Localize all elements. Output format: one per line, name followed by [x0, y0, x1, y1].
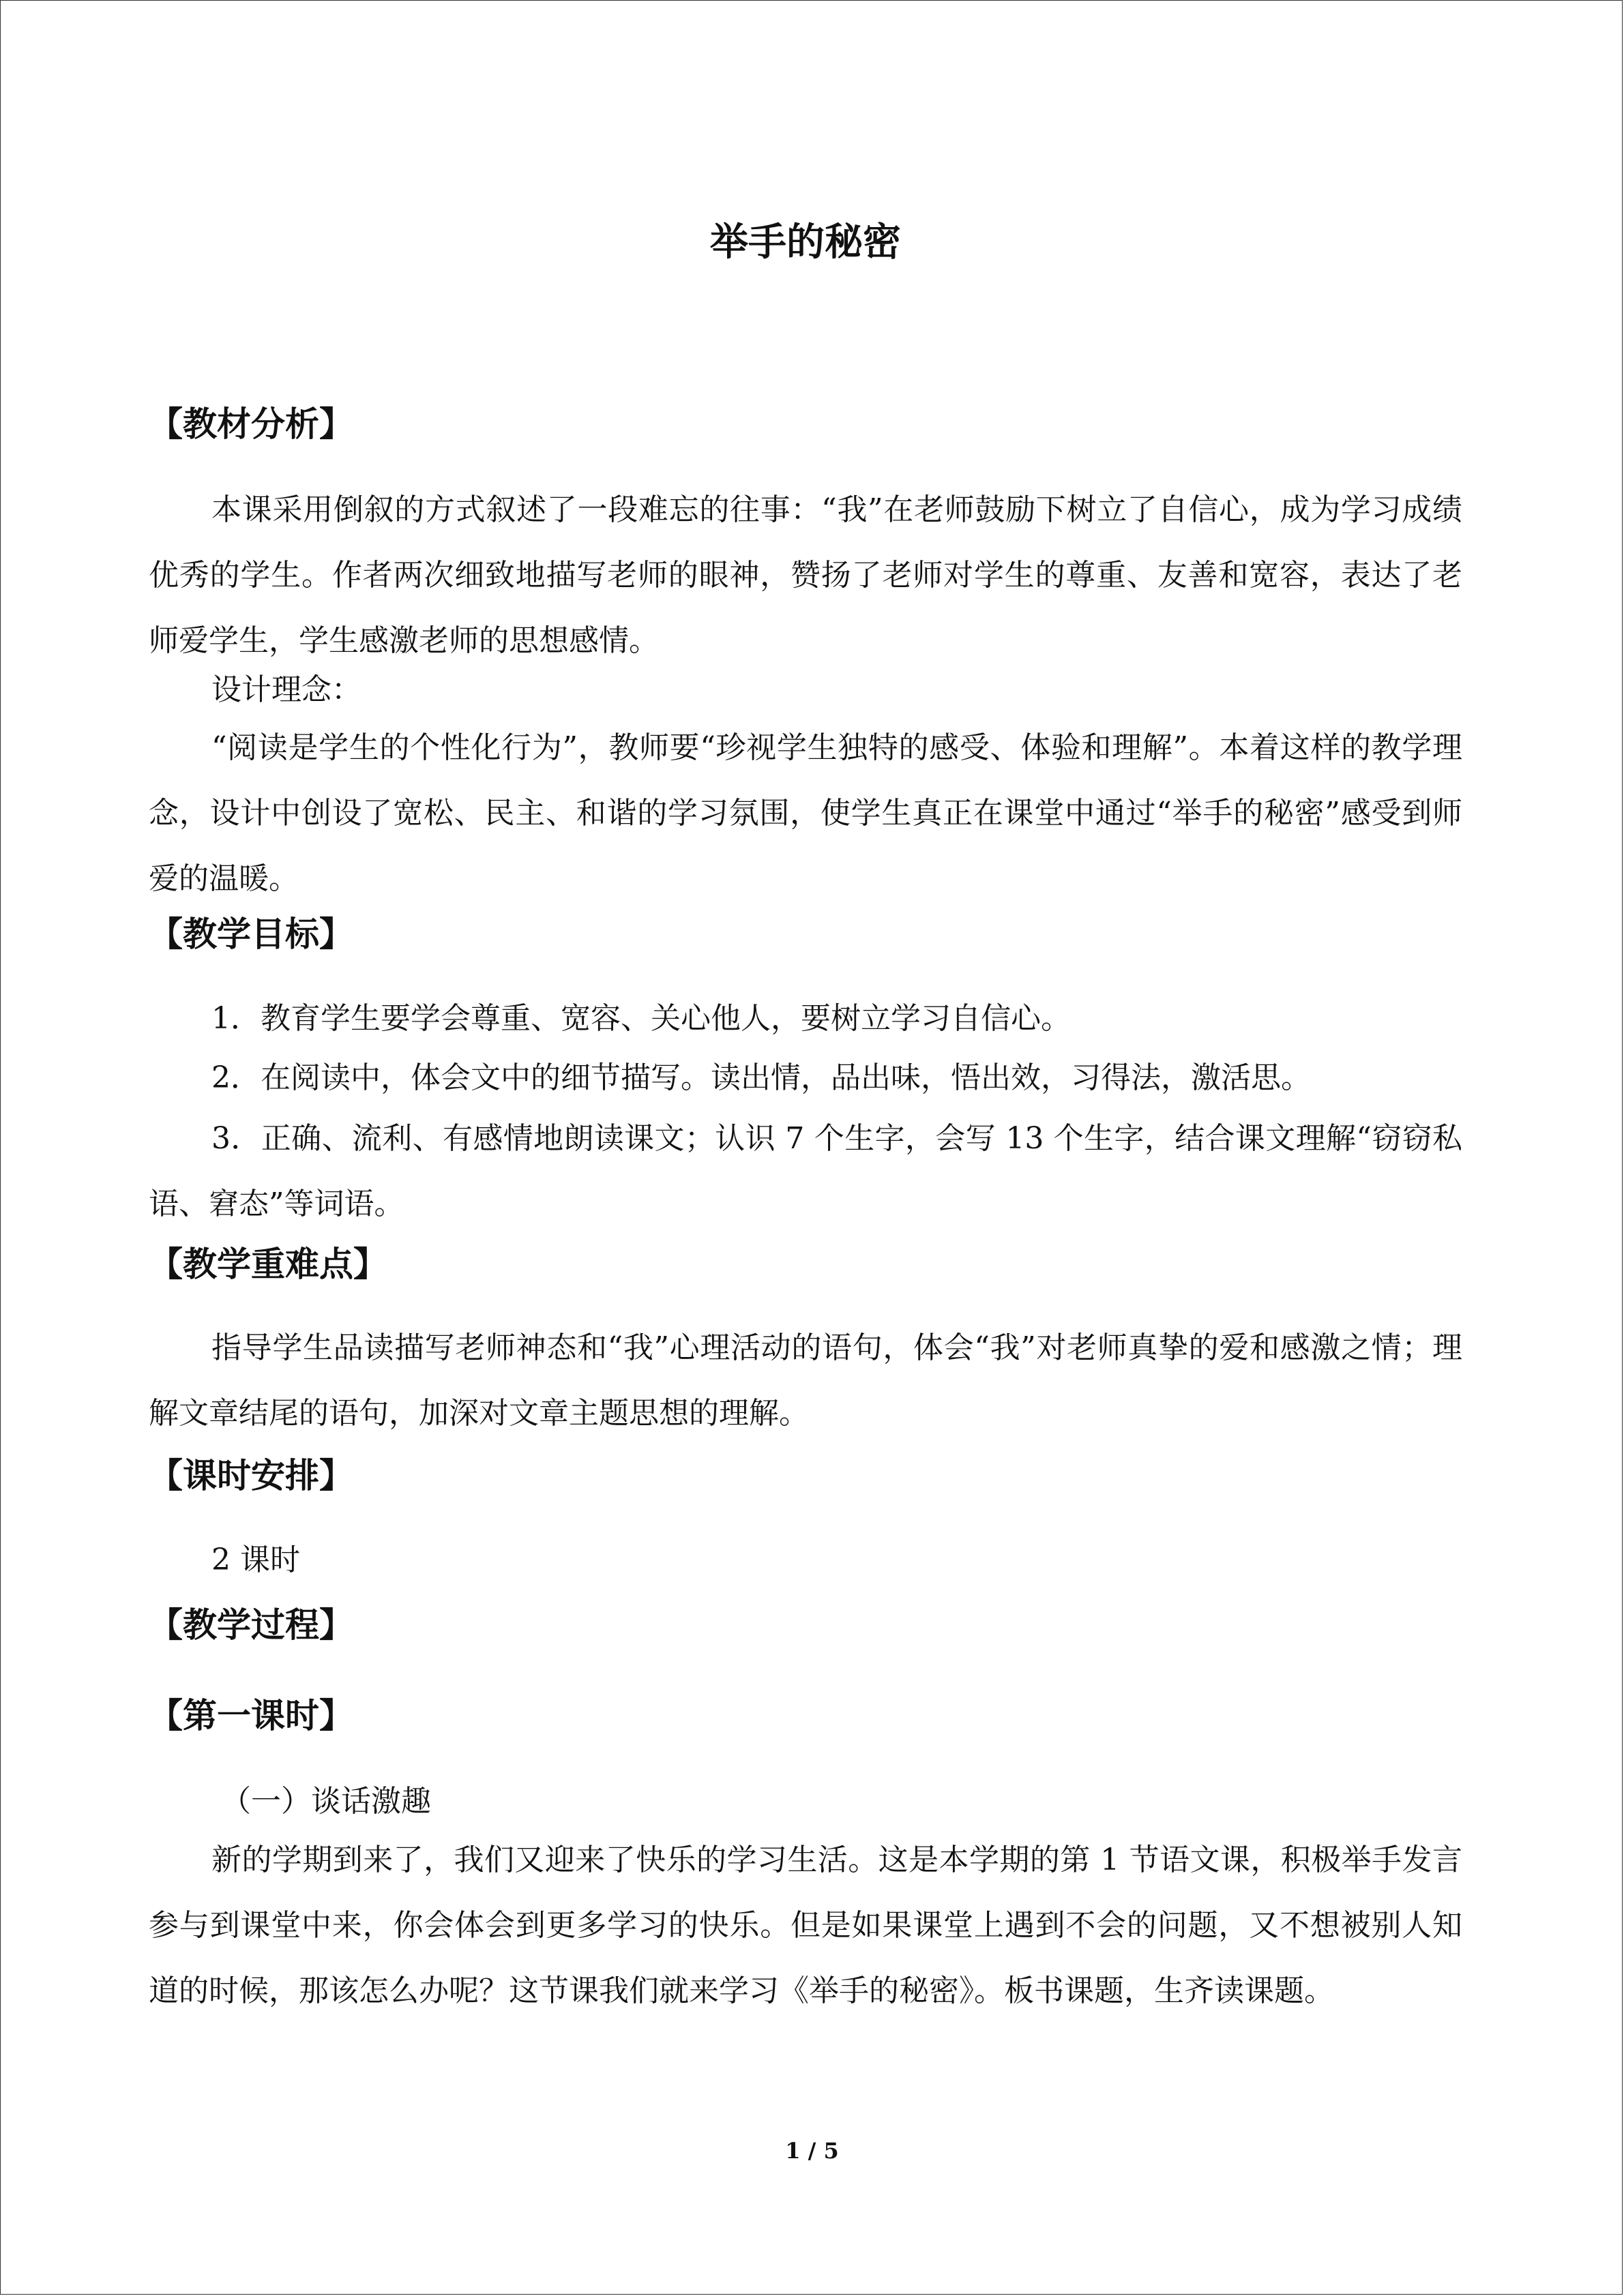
- heading-key-difficulties: 【教学重难点】: [149, 1244, 387, 1284]
- goal-item-1: 1．教育学生要学会尊重、宽容、关心他人，要树立学习自信心。: [211, 1001, 1071, 1036]
- page-number: 1 / 5: [785, 2138, 839, 2164]
- first-lesson-paragraph: 新的学期到来了，我们又迎来了快乐的学习生活。这是本学期的第 1 节语文课，积极举手发言参与到课堂中来，你会体会到更多学习的快乐。但是如果课堂上遇到不会的问题，又不想被别人知道的时候，那该怎么办呢？这节课我们就来学习《举手的秘密》。板书课题，生齐读课题。: [149, 1843, 1462, 2008]
- analysis-paragraph: 本课采用倒叙的方式叙述了一段难忘的往事：“我”在老师鼓励下树立了自信心，成为学习成绩优秀的学生。作者两次细致地描写老师的眼神，赞扬了老师对学生的尊重、友善和宽容，表达了老师爱学生，学生感激老师的思想感情。: [149, 492, 1462, 658]
- lesson-schedule-paragraph: 2 课时: [211, 1542, 300, 1577]
- first-lesson-subheading: （一）谈话激趣: [221, 1784, 431, 1819]
- design-concept-label: 设计理念：: [211, 672, 361, 707]
- heading-lesson-schedule: 【课时安排】: [149, 1456, 353, 1495]
- document-title: 举手的秘密: [710, 220, 901, 265]
- heading-first-lesson: 【第一课时】: [149, 1696, 353, 1735]
- heading-teaching-goals: 【教学目标】: [149, 914, 353, 954]
- design-concept-paragraph: “阅读是学生的个性化行为”，教师要“珍视学生独特的感受、体验和理解”。本着这样的教学理念，设计中创设了宽松、民主、和谐的学习氛围，使学生真正在课堂中通过“举手的秘密”感受到师爱的温暖。: [149, 730, 1463, 896]
- key-difficulties-paragraph: 指导学生品读描写老师神态和“我”心理活动的语句，体会“我”对老师真挚的爱和感激之情；理解文章结尾的语句，加深对文章主题思想的理解。: [149, 1330, 1462, 1431]
- goal-item-2: 2．在阅读中，体会文中的细节描写。读出情，品出味，悟出效，习得法，激活思。: [211, 1060, 1311, 1095]
- heading-teaching-process: 【教学过程】: [149, 1605, 353, 1645]
- goal-item-3: 3．正确、流利、有感情地朗读课文；认识 7 个生字，会写 13 个生字，结合课文理解“窃窃私语、窘态”等词语。: [149, 1121, 1462, 1221]
- heading-textbook-analysis: 【教材分析】: [149, 404, 353, 444]
